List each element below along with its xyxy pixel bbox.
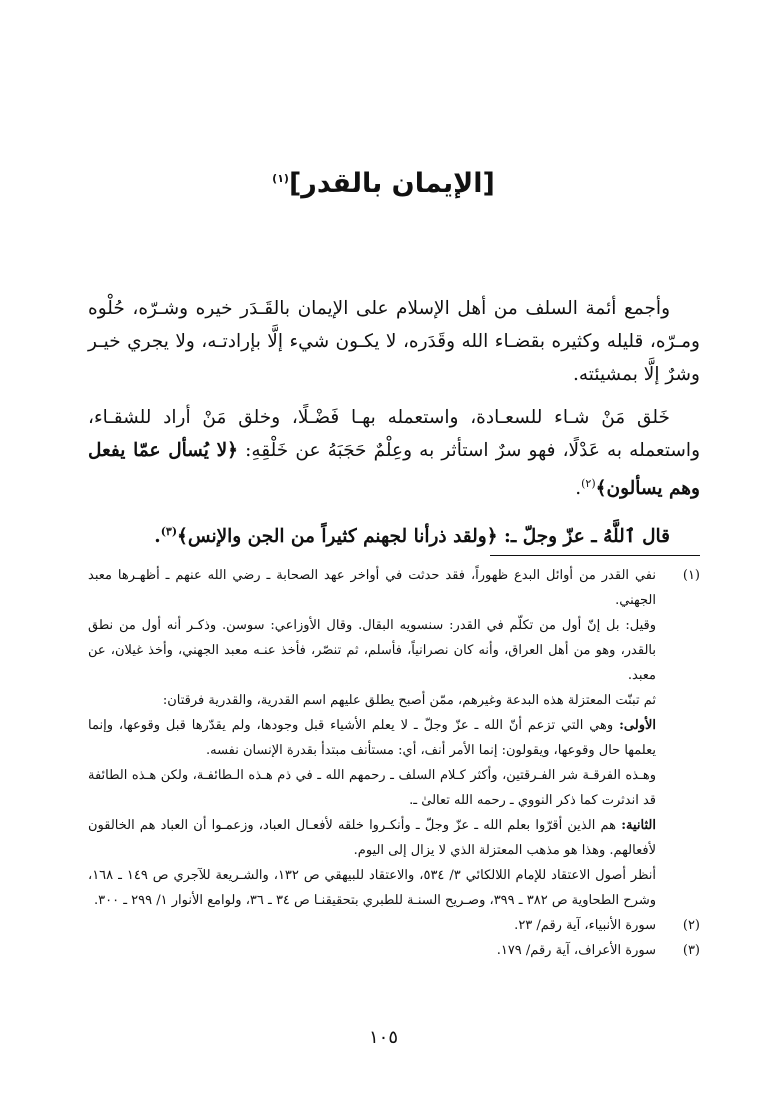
chapter-title-text: [الإيمان بالقدر] [288,168,495,199]
first-sect-text: وهي التي تزعم أنّ الله ـ عزّ وجلّ ـ لا يعلم الأشياء قبل وجودها، ولم يقدّرها قبل وقوعها، وإنما يعلمها حال وقوعها، ويقولون: إنما الأمر أنف، أي: مستأنف مبتدأ بقدرة الإنسان نفسه. [88,718,656,758]
footnote-1-second-sect [88,813,656,863]
footnotes [88,563,700,963]
footnote-3 [88,938,700,963]
paragraph-3: قال ٱللَّهُ ـ عزّ وجلّ ـ: ﴿ولقد ذرأنا لجهنم كثيراً من الجن والإنس﴾$^{(٣)}$. [154,525,670,548]
footnote-1-part-2: وقيل: بل إنّ أول من تكلّم في القدر: سنسويه البقال. وقال الأوزاعي: سوسن. وذكـر أنه أول من نطق بالقدر، وهو من أهل العراق، وأنه كان نصرانياً، فأسلم، ثم تنصّر، فأخذ عنـه معبد الجهني، وأخذ غيلان، عن معبد. [88,618,656,683]
footnote-2 [88,913,700,938]
footnote-ref-1: (١) [272,172,289,185]
footnote-3-text: سورة الأعراف، آية رقم/ ١٧٩. [496,943,656,958]
footnote-1-part-1: نفي القدر من أوائل البدع ظهوراً، فقد حدثت في أواخر عهد الصحابة ـ رضي الله عنهم ـ أظهـرها معبد الجهني. [88,568,656,608]
quran-quote-1: ﴿لا يُسأل عمّا يفعل وهم يسألون﴾ [88,440,700,500]
footnote-1-part-4: وهـذه الفرقـة شر الفـرقتين، وأكثر كـلام السلف ـ رحمهم الله ـ في ذم هـذه الـطائفـة، ولكن هـذه الطائفة قد اندثرت كما ذكر النووي ـ رحمه الله تعالىٰ ـ. [88,768,656,808]
footnote-number: (١) [682,568,700,583]
footnote-ref-3: (٣) [160,525,178,539]
footnote-1-first-sect [88,713,656,763]
footnote-1 [88,563,700,913]
footnote-1-part-5: أنظر أصول الاعتقاد للإمام اللالكائي ٣/ ٥٣٤، والاعتقاد للبيهقي ص ١٣٢، والشـريعة للآجري ص ١٤٩ ـ ١٦٨، وشرح الطحاوية ص ٣٨٢ ـ ٣٩٩، وصـريح السنـة للطبري بتحقيقنـا ص ٣٤ ـ ٣٦، ولوامع الأنوار ١/ ٢٩٩ ـ ٣٠٠. [88,868,657,908]
paragraph-3-text: قال ٱللَّهُ ـ عزّ وجلّ ـ: [504,526,670,548]
second-sect-text: هم الذين أقرّوا بعلم الله ـ عزّ وجلّ ـ وأنكـروا خلقه لأفعـال العباد، وزعمـوا أن العباد هم الخالقون لأفعالهم. وهذا هو مذهب المعتزلة الذي لا يزال إلى اليوم. [88,818,656,858]
footnote-number: (٢) [682,918,700,933]
paragraph-2: خَلق مَنْ شـاء للسعـادة، واستعمله بهـا فَضْـلًا، وخلق مَنْ أراد للشقـاء، واستعمله به عَدْلًا، فهو سرٌ استأثر به وعِلْمٌ حَجَبَهُ عن خَلْقِهِ: ﴿لا يُسأل عمّا يفعل وهم يسألون﴾$^{(٢)}$. [88,407,700,500]
footnote-2-text: سورة الأنبياء، آية رقم/ ٢٣. [514,918,656,933]
second-sect-label: الثانية: [621,818,656,833]
footnote-separator [490,555,700,556]
paragraph-1: وأجمع أئمة السلف من أهل الإسلام على الإيمان بالقَـدَر خيره وشـرّه، حُلْوه ومـرّه، قليله وكثيره بقضـاء الله وقَدَره، لا يكـون شيء إلَّا بإرادتـه، ولا يجري خيـر وشرٌ إلَّا بمشيئته. [88,298,700,385]
footnote-1-part-3: ثم تبنّت المعتزلة هذه البدعة وغيرهم، ممّن أصبح يطلق عليهم اسم القدرية، والقدرية فرقتان: [162,693,656,708]
chapter-title [0,168,767,199]
footnote-number: (٣) [682,943,700,958]
quran-quote-2: ﴿ولقد ذرأنا لجهنم كثيراً من الجن والإنس﴾ [177,526,498,548]
paragraph-2-text: خَلق مَنْ شـاء للسعـادة، واستعمله بهـا فَضْـلًا، وخلق مَنْ أراد للشقـاء، واستعمله به عَدْلًا، فهو سرٌ استأثر به وعِلْمٌ حَجَبَهُ عن خَلْقِهِ: [88,407,700,461]
first-sect-label: الأولى: [619,718,656,733]
footnote-ref-2: (٢) [581,477,596,490]
page-number: ١٠٥ [368,1027,398,1048]
main-text [88,292,700,563]
